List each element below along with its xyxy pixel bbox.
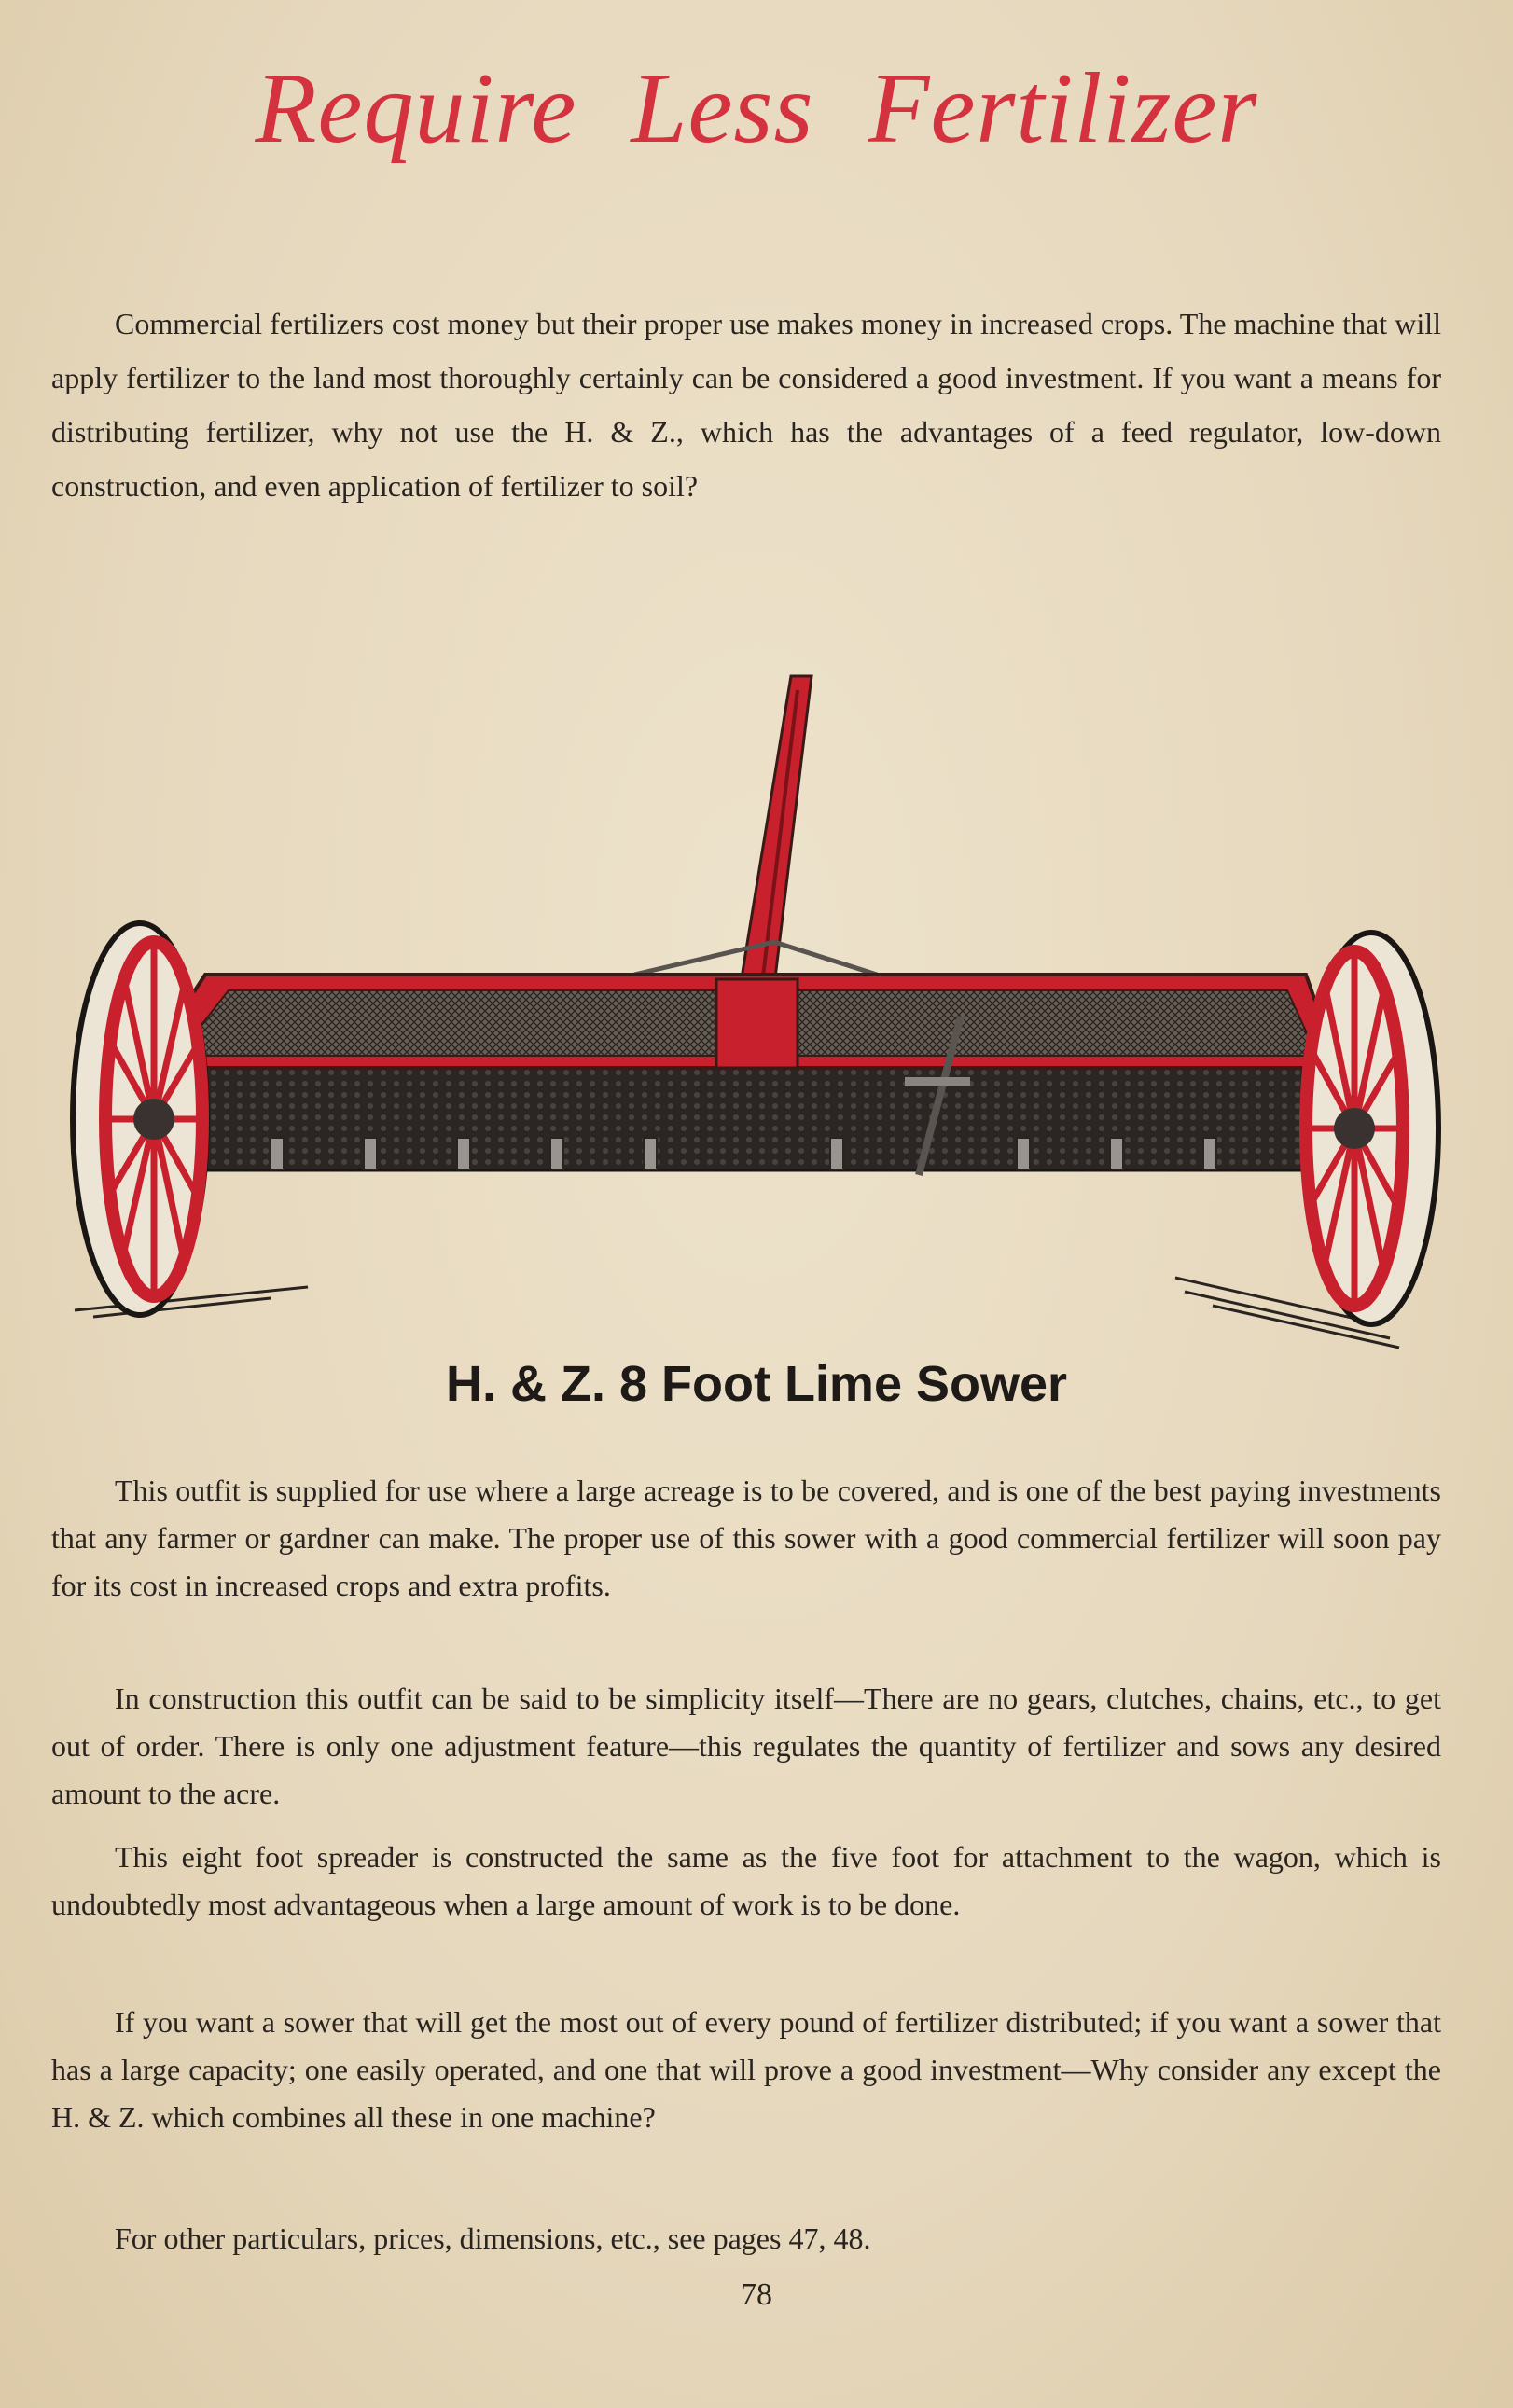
- mesh-screen-right: [798, 990, 1317, 1056]
- brace-rod-right: [774, 942, 877, 975]
- lime-sower-illustration: [37, 653, 1474, 1362]
- body-paragraph-4: If you want a sower that will get the most out of every pound of fertilizer distributed; if you want a sower that has a large capacity; one easily operated, and one that will prove a good investment—Why consider any except the H. & Z. which combines all these in one machine?: [51, 2005, 1441, 2134]
- body-paragraph-2: In construction this outfit can be said to be simplicity itself—There are no gears, clutches, chains, etc., to get out of order. There is only one adjustment feature—this regulates the quantity of fertilizer and sows any desired amount to the acre.: [51, 1681, 1441, 1810]
- body-paragraph-3: This eight foot spreader is constructed the same as the five foot for attachment to the wagon, which is undoubtedly most advantageous when a large amount of work is to be done.: [51, 1840, 1441, 1921]
- hopper-body: [145, 1068, 1339, 1170]
- illustration-caption: H. & Z. 8 Foot Lime Sower: [445, 1356, 1068, 1412]
- page-number: 78: [741, 2277, 772, 2312]
- left-wheel: [73, 923, 207, 1315]
- body-paragraph-5: For other particulars, prices, dimensions, etc., see pages 47, 48.: [115, 2221, 871, 2255]
- intro-paragraph: Commercial fertilizers cost money but their proper use makes money in increased crops. The machine that will apply fertilizer to the land most thoroughly certainly can be considered a good investment. If you want a means for distributing fertilizer, why not use the H. & Z., which has the advantages of a feed regulator, low-down construction, and even application of fertilizer to soil?: [51, 307, 1441, 503]
- body-paragraph-1: This outfit is supplied for use where a large acreage is to be covered, and is one of the best paying investments that any farmer or gardner can make. The proper use of this sower with a good commercial fertilizer will soon pay for its cost in increased crops and extra profits.: [51, 1474, 1441, 1602]
- page-title: Require Less Fertilizer: [255, 53, 1258, 164]
- right-wheel: [1304, 933, 1438, 1324]
- mesh-screen-left: [177, 990, 716, 1056]
